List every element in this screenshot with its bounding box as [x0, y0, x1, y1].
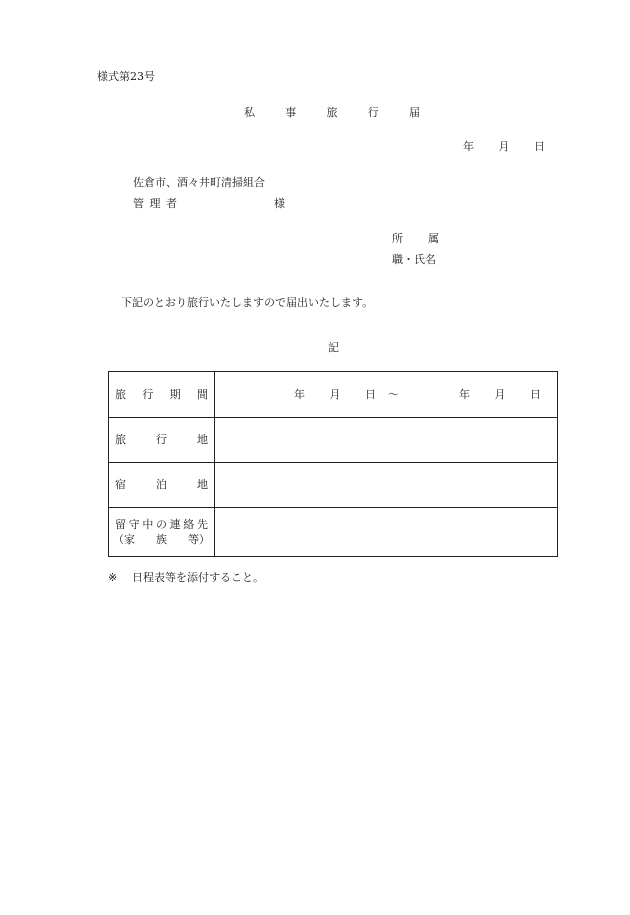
role-char: 管 [133, 197, 144, 210]
label-char: 期 [169, 388, 181, 401]
date-month: 月 [498, 140, 510, 153]
label-char: 絡 [183, 518, 195, 531]
ki-heading: 記 [328, 341, 339, 354]
affiliation-char: 属 [428, 232, 439, 245]
label-cell [109, 372, 215, 417]
from-day: 日 [365, 388, 376, 401]
label-cell [109, 507, 215, 556]
sub-label-part: 等） [188, 533, 210, 546]
contact-sub-label [113, 534, 210, 545]
label-cell [109, 462, 215, 507]
title-char: 旅 [326, 106, 338, 119]
label-char: 泊 [156, 478, 167, 491]
label-char: 旅 [115, 388, 126, 401]
honorific: 様 [274, 197, 285, 210]
addressee-role [133, 198, 177, 209]
lodging-label [115, 479, 208, 490]
label-char: 地 [197, 433, 208, 446]
label-char: 宿 [115, 478, 126, 491]
title-char: 事 [285, 106, 297, 119]
affiliation-label [392, 233, 439, 244]
sub-label-part: （家 [113, 533, 135, 546]
travel-details-table [108, 371, 558, 557]
document-title [244, 107, 420, 118]
destination-label [115, 434, 208, 445]
table-row-period [109, 372, 557, 418]
label-char: 行 [142, 388, 154, 401]
form-number: 様式第23号 [97, 70, 155, 83]
label-char: の [155, 518, 167, 531]
role-char: 理 [149, 197, 161, 210]
label-cell [109, 417, 215, 462]
to-day: 日 [530, 388, 541, 401]
period-to-date [459, 389, 541, 400]
addressee-organization: 佐倉市、酒々井町清掃組合 [133, 176, 265, 189]
period-separator: ～ [388, 388, 399, 401]
date-year: 年 [463, 140, 474, 153]
from-year: 年 [294, 388, 305, 401]
from-month: 月 [329, 388, 341, 401]
label-char: 間 [196, 388, 208, 401]
table-row-destination [109, 417, 557, 463]
period-label [115, 389, 208, 400]
table-row-contact [109, 507, 557, 556]
label-char: 留 [115, 518, 126, 531]
title-char: 私 [244, 106, 255, 119]
note-mark: ※ [108, 571, 118, 584]
affiliation-char: 所 [392, 232, 403, 245]
note-text: 日程表等を添付すること。 [132, 571, 264, 584]
contact-label [115, 519, 208, 530]
intro-text: 下記のとおり旅行いたしますので届出いたします。 [121, 296, 374, 309]
to-year: 年 [459, 388, 470, 401]
role-char: 者 [166, 197, 177, 210]
date-day: 日 [534, 140, 545, 153]
submission-date [463, 141, 545, 152]
position-name-label: 職・氏名 [392, 253, 436, 266]
title-char: 行 [367, 106, 379, 119]
label-char: 先 [196, 518, 208, 531]
label-char: 地 [197, 478, 208, 491]
label-char: 行 [156, 433, 167, 446]
table-row-lodging [109, 462, 557, 508]
label-char: 守 [128, 518, 140, 531]
title-char: 届 [409, 106, 420, 119]
label-char: 中 [142, 518, 154, 531]
label-char: 旅 [115, 433, 126, 446]
to-month: 月 [494, 388, 506, 401]
label-char: 連 [169, 518, 181, 531]
sub-label-part: 族 [156, 533, 167, 546]
period-from-date [294, 389, 376, 400]
